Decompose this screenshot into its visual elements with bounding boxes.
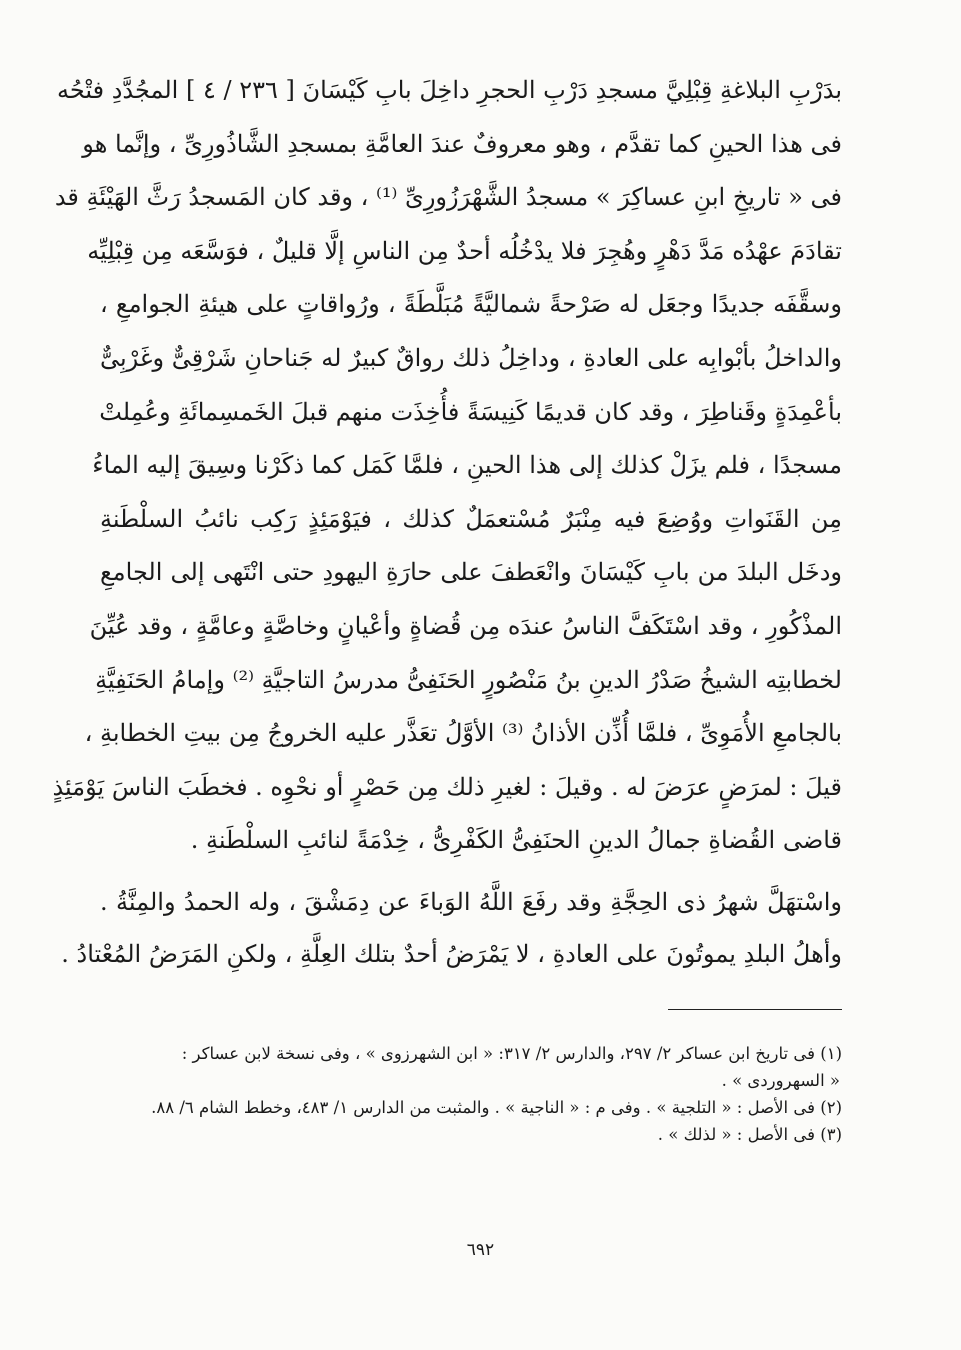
footnote-separator [668, 1009, 842, 1010]
text-line: المذْكُورِ ، وقد اسْتَكَفَّ الناسُ عندَه مِن قُضاةٍ وأعْيانٍ وخاصَّةٍ وعامَّةٍ ، وقد عُيِّنَ [89, 611, 842, 640]
text-line: قيلَ : لمرَضٍ عرَضَ له . وقيلَ : لغيرِ ذلك مِن حَصْرٍ أو نحْوِه . فخطَبَ الناسَ يَوْمَئِذٍ [52, 772, 842, 801]
text-line: فى « تاريخِ ابنِ عساكِرَ » مسجدُ الشَّهْرَزُورِىِّ ⁽¹⁾ ، وقد كان المَسجدُ رَثَّ الهَيْئَةِ قد [54, 183, 842, 212]
page-number: ٦٩٢ [466, 1240, 495, 1260]
main-paragraph [52, 64, 842, 868]
footnote-1-continued: « السهروردى » . [721, 1071, 840, 1090]
text-line: والداخلُ بأبْوابِه على العادةِ ، وداخِلُ ذلك رواقٌ كبيرٌ له جَناحانِ شَرْقِىٌّ وغَرْبِىٌّ [100, 343, 842, 372]
footnotes [100, 1040, 842, 1148]
text-line: بالجامعِ الأُمَوِىِّ ، فلمَّا أُذِّن الأذانُ ⁽³⁾ الأوَّلُ تعَذَّر عليه الخروجُ مِن بيتِ الخطابةِ ، [84, 719, 842, 748]
second-paragraph [61, 876, 842, 980]
text-line: بأعْمِدَةٍ وقَناطِرَ ، وقد كان قديمًا كَنِيسَةً فأُخِذَت منهم قبلَ الخَمسِمائَةِ وعُمِلتْ [99, 397, 842, 426]
text-line-last: وأهلُ البلدِ يموتُونَ على العادةِ ، لا يَمْرَضُ أحدٌ بتلك العِلَّةِ ، ولكنِ المَرَضُ المُعْتادُ . [61, 940, 842, 968]
text-line: تقادَمَ عهْدُه مَدَّ دَهْرٍ وهُجِرَ فلا يدْخُلُه أحدٌ مِن الناسِ إلَّا قليلٌ ، فوَسَّعَه مِن قِبْلِيِّه [87, 236, 842, 265]
footnote-2: (٢) فى الأصل : « التلجية » . وفى م : « الناجية » . والمثبت من الدارس ١/ ٤٨٣، وخطط الشام ٦/ ٨٨. [151, 1098, 842, 1117]
text-line: لخطابتِه الشيخُ صَدْرُ الدينِ بنُ مَنْصُورٍ الحَنَفِىُّ مدرسُ التاجيَّةِ ⁽²⁾ وإمامُ الحَنَفِيَّةِ [95, 665, 842, 694]
text-line: مِن القَنَواتِ ووُضِعَ فيه مِنْبَرٌ مُسْتعمَلٌ كذلك ، فيَوْمَئِذٍ رَكِب نائبُ السلْطَنةِ [100, 504, 842, 533]
text-line: بدَرْبِ البلاغةِ قِبْلِيَّ مسجدِ دَرْبِ الحجرِ داخِلَ بابِ كَيْسَانَ [ ٢٣٦ / ٤ ] المجُدَّدِ فتْحُه [56, 76, 842, 104]
text-line: فى هذا الحينِ كما تقدَّم ، وهو معروفٌ عندَ العامَّةِ بمسجدِ الشَّاذُورِىِّ ، وإنَّما هو [82, 129, 842, 158]
text-line: واسْتهَلَّ شهرُ ذى الحِجَّةِ وقد رفَعَ اللَّهُ الوَباءَ عن دِمَشْقَ ، وله الحمدُ والمِنَّةُ . [100, 888, 842, 916]
footnote-1: (١) فى تاريخ ابن عساكر ٢/ ٢٩٧، والدارس ٢/ ٣١٧: « ابن الشهرزوى » ، وفى نسخة لابن عساكر : [181, 1044, 842, 1063]
text-line: ودخَل البلدَ من بابِ كَيْسَانَ وانْعَطفَ على حارَةِ اليهودِ حتى انْتَهى إلى الجامعِ [100, 558, 842, 587]
text-line: وسقَّفَه جديدًا وجعَل له صَرْحةً شماليَّةً مُبَلَّطَةً ، ورُواقاتٍ على هيئةِ الجوامعِ ، [100, 290, 842, 319]
footnote-3: (٣) فى الأصل : « لذلك » . [657, 1125, 842, 1144]
text-line: مسجدًا ، فلم يزَلْ كذلك إلى هذا الحينِ ، فلمَّا كَمَل كما ذكَرْنا وسِيقَ إليه الماءُ [92, 451, 842, 480]
text-line-last: قاضى القُضاةِ جمالُ الدينِ الحنَفِىُّ الكَفْرِىُّ ، خِدْمَةً لنائبِ السلْطَنةِ . [190, 826, 842, 855]
